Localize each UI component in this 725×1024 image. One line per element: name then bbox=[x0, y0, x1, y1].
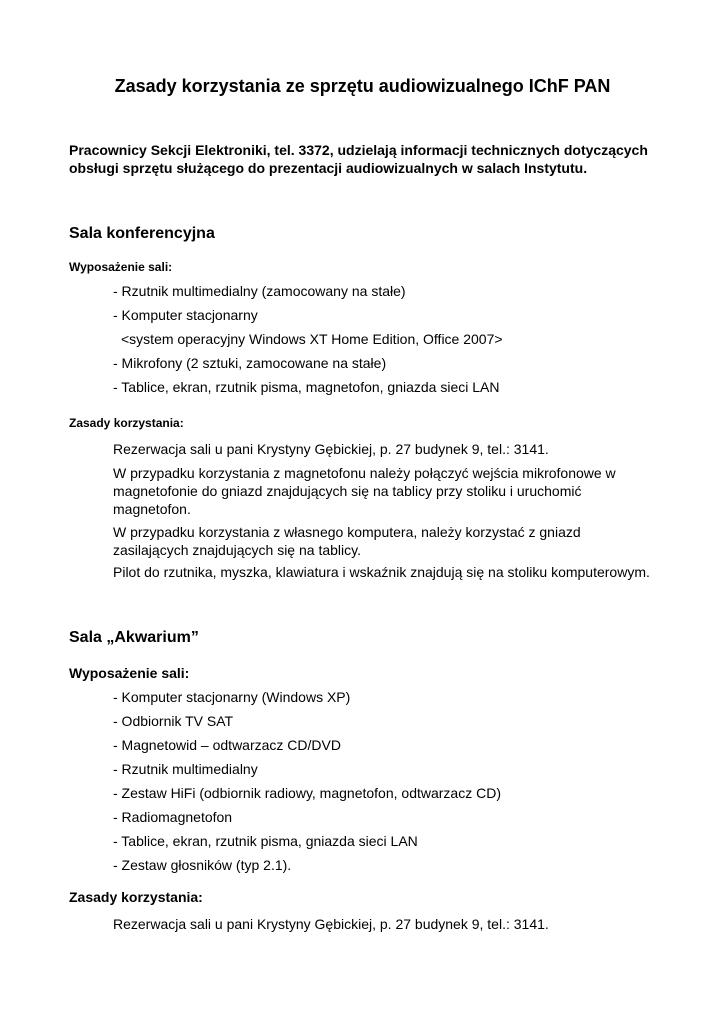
equipment-label: Wyposażenie sali: bbox=[69, 665, 190, 681]
rules-label: Zasady korzystania: bbox=[69, 889, 203, 905]
rules-paragraph: Pilot do rzutnika, myszka, klawiatura i wskaźnik znajdują się na stoliku komputerowym. bbox=[113, 564, 650, 580]
rules-paragraph: Rezerwacja sali u pani Krystyny Gębickiej, p. 27 budynek 9, tel.: 3141. bbox=[113, 916, 549, 932]
rules-paragraph: Rezerwacja sali u pani Krystyny Gębickiej, p. 27 budynek 9, tel.: 3141. bbox=[113, 441, 549, 457]
list-item: - Odbiornik TV SAT bbox=[113, 713, 234, 729]
list-item: <system operacyjny Windows XT Home Edition, Office 2007> bbox=[121, 331, 503, 347]
section-heading-sala-konferencyjna: Sala konferencyjna bbox=[69, 225, 215, 242]
equipment-list bbox=[113, 283, 503, 403]
section-heading-sala-akwarium: Sala „Akwarium” bbox=[69, 629, 199, 646]
document-title: Zasady korzystania ze sprzętu audiowizualnego IChF PAN bbox=[114, 76, 611, 96]
list-item: - Tablice, ekran, rzutnik pisma, gniazda sieci LAN bbox=[113, 833, 418, 849]
list-item: - Mikrofony (2 sztuki, zamocowane na stałe) bbox=[113, 355, 387, 371]
rules-label: Zasady korzystania: bbox=[69, 416, 184, 430]
rules-paragraph: W przypadku korzystania z własnego komputera, należy korzystać z gniazd zasilających znajdujących się na tablicy. bbox=[113, 524, 581, 558]
list-item: - Komputer stacjonarny (Windows XP) bbox=[113, 689, 351, 705]
list-item: - Rzutnik multimedialny (zamocowany na stałe) bbox=[113, 283, 406, 299]
list-item: - Rzutnik multimedialny bbox=[113, 761, 258, 777]
list-item: - Zestaw głosników (typ 2.1). bbox=[113, 857, 292, 873]
equipment-label: Wyposażenie sali: bbox=[69, 260, 173, 274]
intro-paragraph: Pracownicy Sekcji Elektroniki, tel. 3372, udzielają informacji technicznych dotyczących obsługi sprzętu służącego do prezentacji audiowizualnych w salach Instytutu. bbox=[69, 142, 648, 176]
rules-paragraph: W przypadku korzystania z magnetofonu należy połączyć wejścia mikrofonowe w magnetofonie do gniazd znajdujących się na tablicy przy stoliku i uruchomić magnetofon. bbox=[113, 465, 616, 517]
list-item: - Tablice, ekran, rzutnik pisma, magnetofon, gniazda sieci LAN bbox=[113, 379, 500, 395]
list-item: - Magnetowid – odtwarzacz CD/DVD bbox=[113, 737, 341, 753]
equipment-list bbox=[113, 689, 501, 881]
list-item: - Komputer stacjonarny bbox=[113, 307, 258, 323]
list-item: - Radiomagnetofon bbox=[113, 809, 233, 825]
list-item: - Zestaw HiFi (odbiornik radiowy, magnetofon, odtwarzacz CD) bbox=[113, 785, 501, 801]
